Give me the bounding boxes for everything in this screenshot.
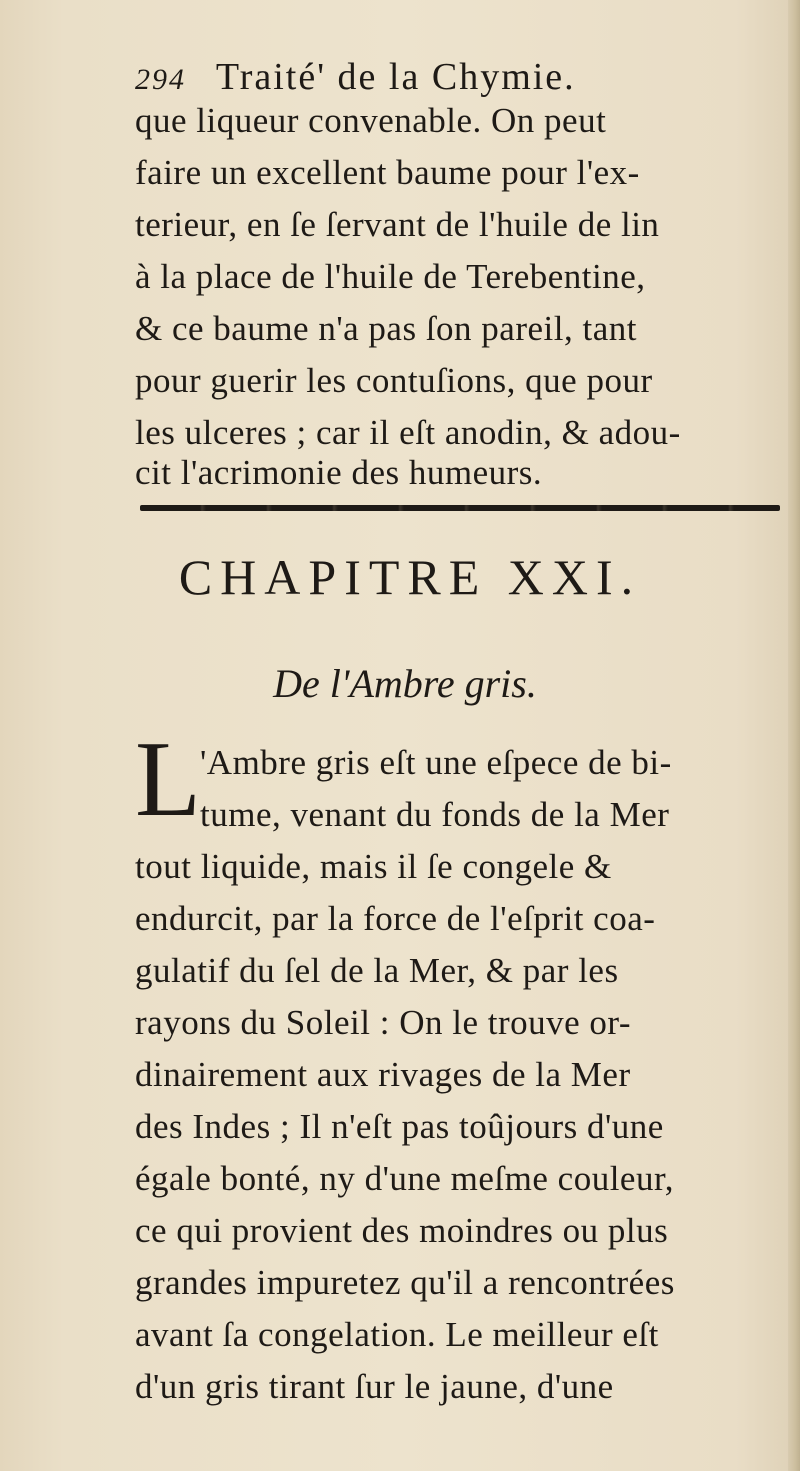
page-number: 294 [135,63,186,96]
text-line: ce qui provient des moindres ou plus [135,1211,669,1250]
text-line: 'Ambre gris eſt une eſpece de bi- [200,743,672,782]
text-line: & ce baume n'a pas ſon pareil, tant [135,309,637,348]
text-line: que liqueur convenable. On peut [135,101,607,140]
text-line: pour guerir les contuſions, que pour [135,361,653,400]
text-line: tout liquide, mais il ſe congele & [135,847,612,886]
text-line: endurcit, par la force de l'eſprit coa- [135,899,656,938]
ornamental-rule [140,505,780,511]
text-line: d'un gris tirant ſur le jaune, d'une [135,1367,614,1406]
text-line: cit l'acrimonie des humeurs. [135,453,543,492]
text-line: faire un excellent baume pour l'ex- [135,153,640,192]
running-head [135,55,735,105]
text-line: avant ſa congelation. Le meilleur eſt [135,1315,659,1354]
text-line: grandes impuretez qu'il a rencontrées [135,1263,675,1302]
text-line: dinairement aux rivages de la Mer [135,1055,631,1094]
chapter-title: CHAPITRE XXI. [178,549,642,605]
text-line: les ulceres ; car il eſt anodin, & adou- [135,413,681,452]
text-line: terieur, en ſe ſervant de l'huile de lin [135,205,660,244]
text-line: des Indes ; Il n'eſt pas toûjours d'une [135,1107,664,1146]
page-edge [788,0,800,1471]
chapter-subtitle: De l'Ambre gris. [273,661,537,706]
text-line: égale bonté, ny d'une meſme couleur, [135,1159,674,1198]
text-line: tume, venant du fonds de la Mer [200,795,670,834]
text-line: à la place de l'huile de Terebentine, [135,257,646,296]
text-line: gulatif du ſel de la Mer, & par les [135,951,619,990]
running-title: Traité' de la Chymie. [215,56,576,98]
drop-cap: L [135,720,201,839]
text-line: rayons du Soleil : On le trouve or- [135,1003,632,1042]
